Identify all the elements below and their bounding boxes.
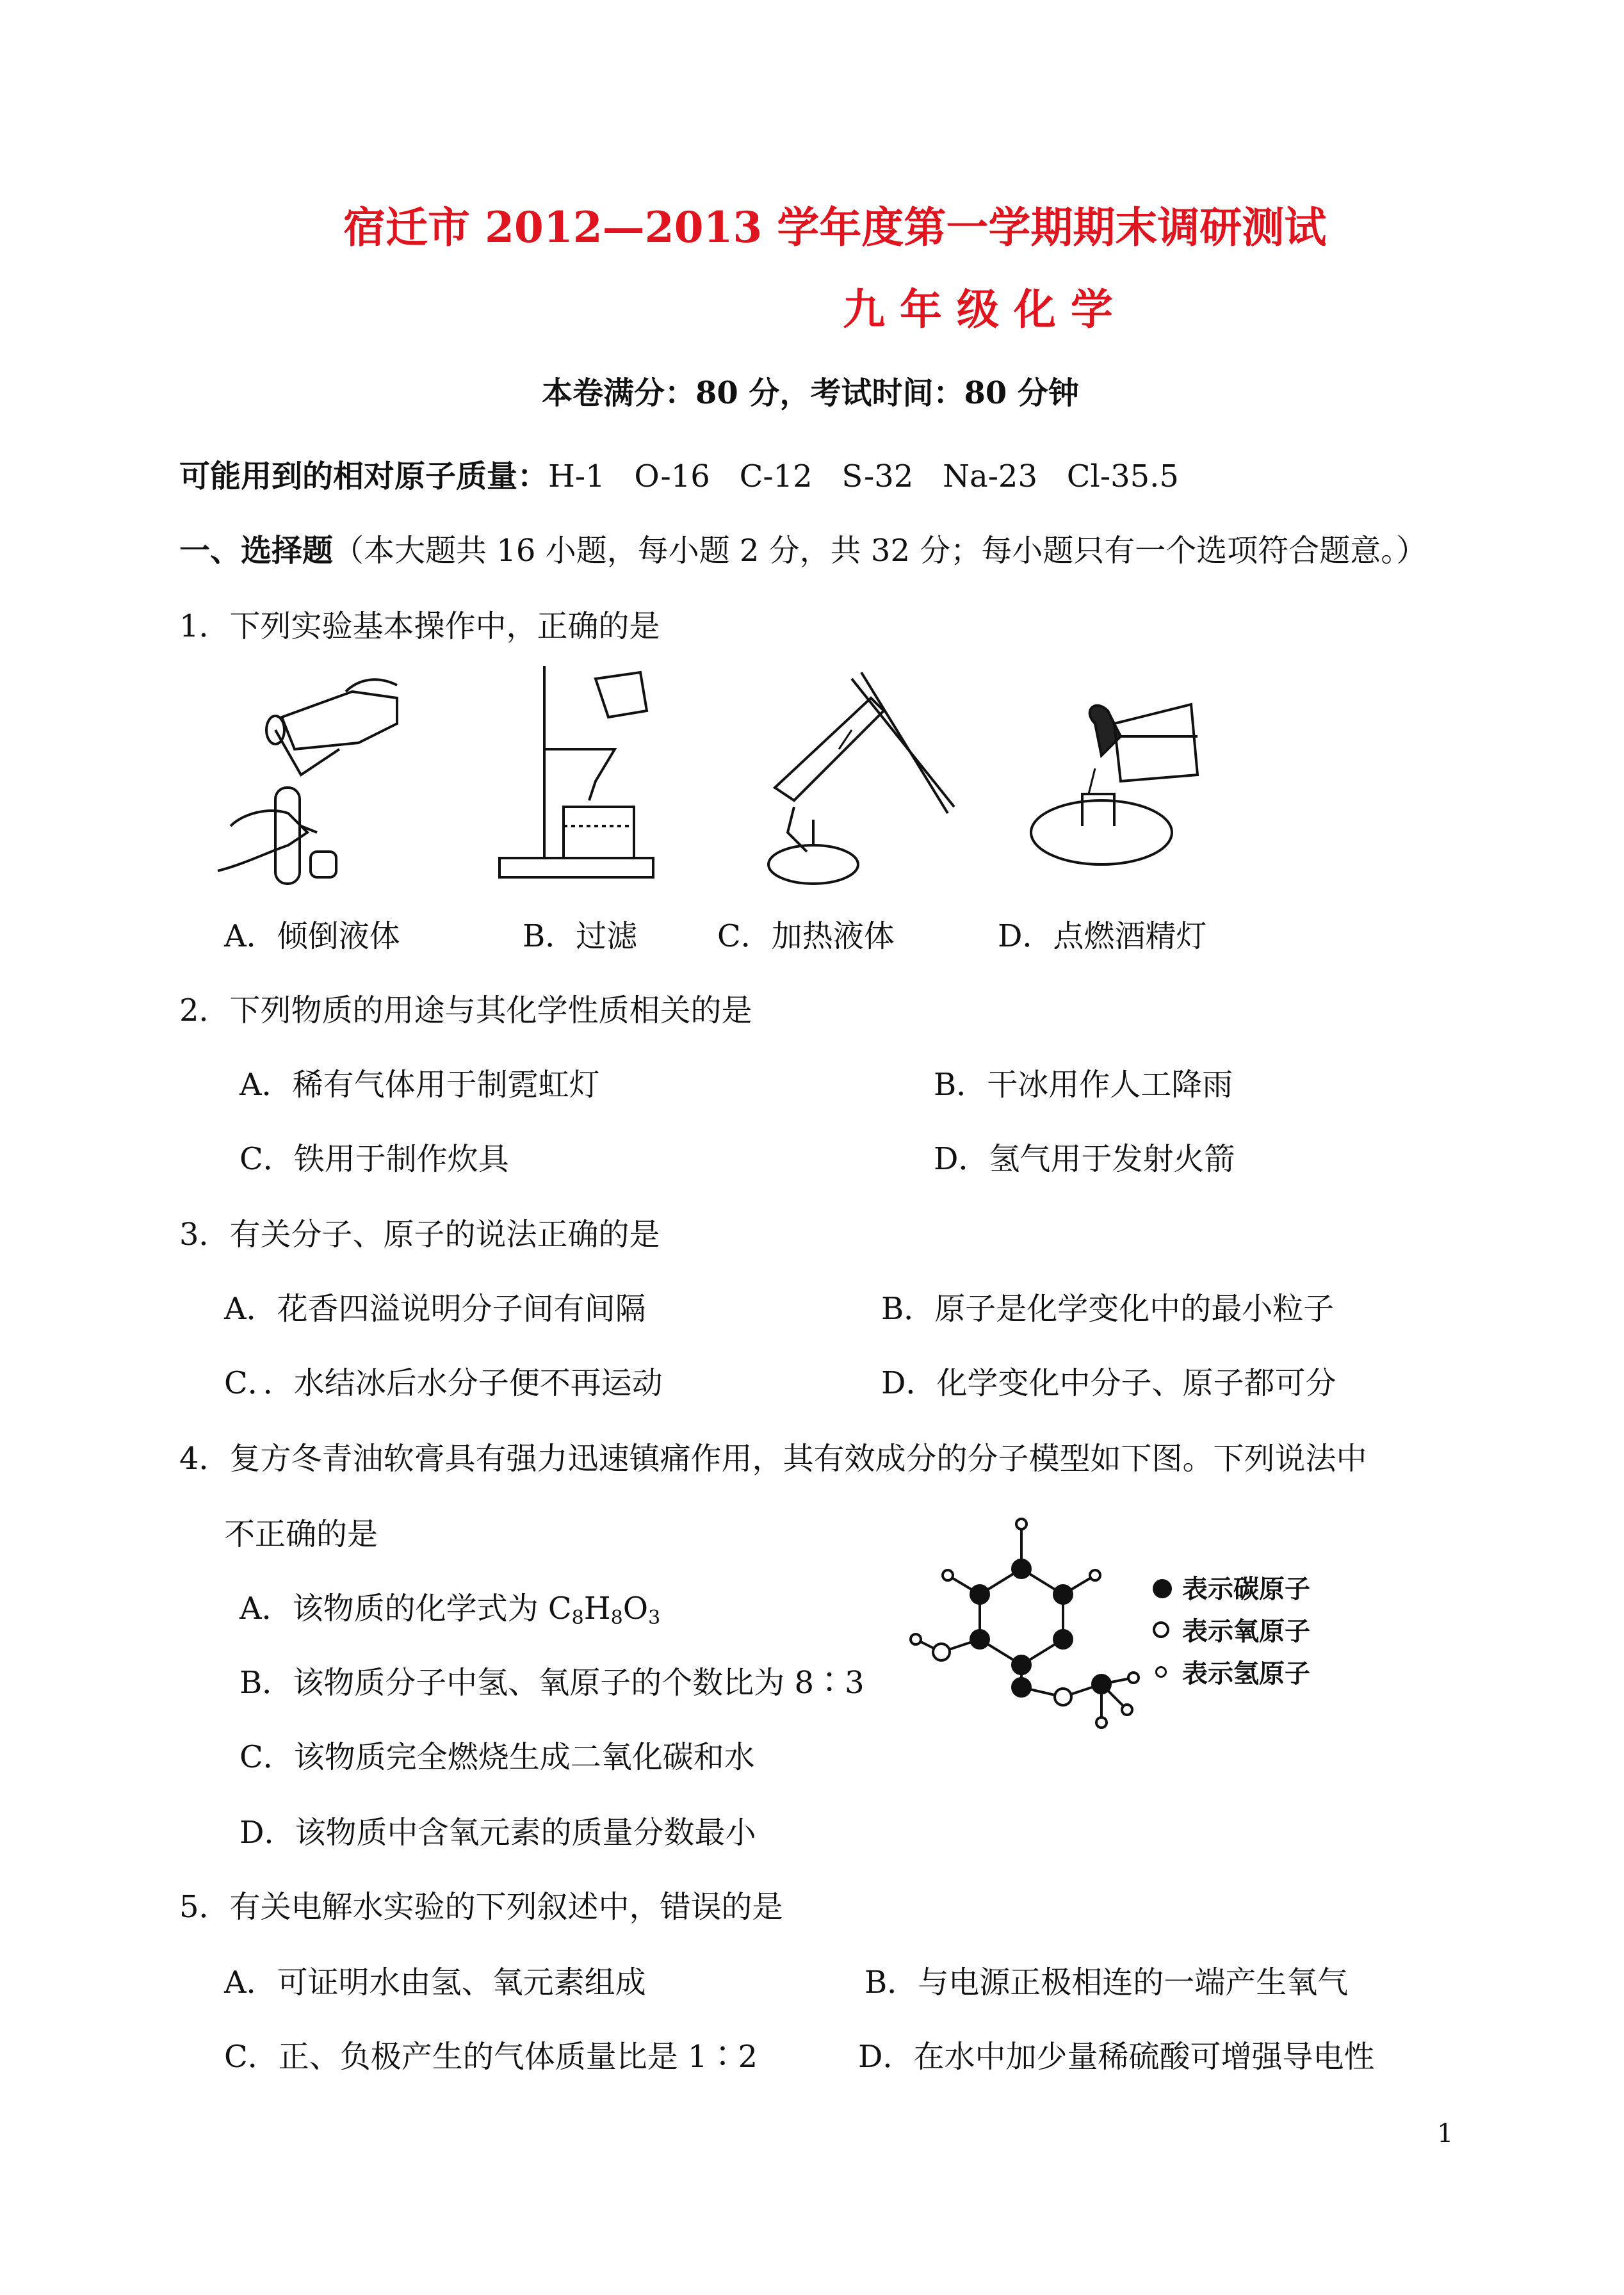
oxygen-atom-icon <box>1153 1621 1169 1638</box>
q1-figure-filter <box>493 653 660 890</box>
q2-option-d: D．氢气用于发射火箭 <box>934 1141 1235 1177</box>
q3-option-b: B．原子是化学变化中的最小粒子 <box>881 1291 1335 1327</box>
q4-option-c: C．该物质完全燃烧生成二氧化碳和水 <box>240 1739 755 1775</box>
hydrogen-atom-icon <box>1155 1666 1167 1678</box>
q1-option-c: C．加热液体 <box>717 918 895 954</box>
legend-carbon-label: 表示碳原子 <box>1182 1574 1310 1604</box>
q1-option-b: B．过滤 <box>523 918 638 954</box>
q5-stem: 5．有关电解水实验的下列叙述中，错误的是 <box>179 1889 783 1925</box>
q4-option-a <box>240 1591 660 1636</box>
page-number: 1 <box>1437 2119 1454 2148</box>
legend-hydrogen-label: 表示氢原子 <box>1182 1658 1310 1689</box>
section-note: （本大题共 16 小题，每小题 2 分，共 32 分；每小题只有一个选项符合题意。） <box>333 533 1427 569</box>
subject-title: 九 年 级 化 学 <box>843 284 1113 334</box>
q4-molecule-model <box>909 1511 1140 1729</box>
exam-info: 本卷满分：80 分，考试时间：80 分钟 <box>542 375 1080 411</box>
q1-stem: 1．下列实验基本操作中，正确的是 <box>179 608 660 644</box>
q2-option-a: A．稀有气体用于制霓虹灯 <box>240 1067 600 1103</box>
atomic-mass-values: H-1 O-16 C-12 S-32 Na-23 Cl-35.5 <box>548 458 1179 494</box>
q5-option-c: C．正、负极产生的气体质量比是 1∶2 <box>224 2039 758 2075</box>
q3-option-a: A．花香四溢说明分子间有间隔 <box>224 1291 646 1327</box>
q5-option-b: B．与电源正极相连的一端产生氧气 <box>865 1965 1349 2000</box>
q5-option-a: A．可证明水由氢、氧元素组成 <box>224 1965 646 2000</box>
q5-option-d: D．在水中加少量稀硫酸可增强导电性 <box>858 2039 1375 2075</box>
q4-stem-cont: 不正确的是 <box>224 1516 378 1552</box>
q2-option-b: B．干冰用作人工降雨 <box>934 1067 1233 1103</box>
exam-title: 宿迁市 2012—2013 学年度第一学期期末调研测试 <box>343 202 1327 252</box>
q3-stem: 3．有关分子、原子的说法正确的是 <box>179 1217 660 1253</box>
q1-option-d: D．点燃酒精灯 <box>998 918 1207 954</box>
formula-sub-c: 8 <box>571 1607 584 1629</box>
q1-option-a: A．倾倒液体 <box>224 918 400 954</box>
section-heading <box>179 533 1427 569</box>
q2-stem: 2．下列物质的用途与其化学性质相关的是 <box>179 993 752 1028</box>
q1-figure-light-lamp <box>1025 698 1204 877</box>
atomic-mass-line <box>179 458 1179 494</box>
q1-figure-heat-liquid <box>756 660 961 896</box>
formula-o: O <box>622 1591 649 1626</box>
q4-stem: 4．复方冬青油软膏具有强力迅速镇痛作用，其有效成分的分子模型如下图。下列说法中 <box>179 1441 1367 1477</box>
q4-option-a-text: A．该物质的化学式为 C <box>240 1591 572 1626</box>
legend-oxygen-label: 表示氧原子 <box>1182 1616 1310 1646</box>
q1-figure-pour-liquid <box>205 672 410 890</box>
q3-option-c: C．．水结冰后水分子便不再运动 <box>224 1365 663 1401</box>
formula-h: H <box>583 1591 611 1626</box>
q4-option-d: D．该物质中含氧元素的质量分数最小 <box>240 1815 756 1851</box>
q3-option-d: D．化学变化中分子、原子都可分 <box>881 1365 1336 1401</box>
atomic-mass-label: 可能用到的相对原子质量： <box>179 458 549 494</box>
q4-option-b: B．该物质分子中氢、氧原子的个数比为 8∶3 <box>240 1665 865 1701</box>
section-title: 一、选择题 <box>179 533 334 569</box>
carbon-atom-icon <box>1153 1579 1172 1598</box>
q2-option-c: C．铁用于制作炊具 <box>240 1141 509 1177</box>
formula-sub-o: 3 <box>648 1607 661 1629</box>
formula-sub-h: 8 <box>610 1607 623 1629</box>
